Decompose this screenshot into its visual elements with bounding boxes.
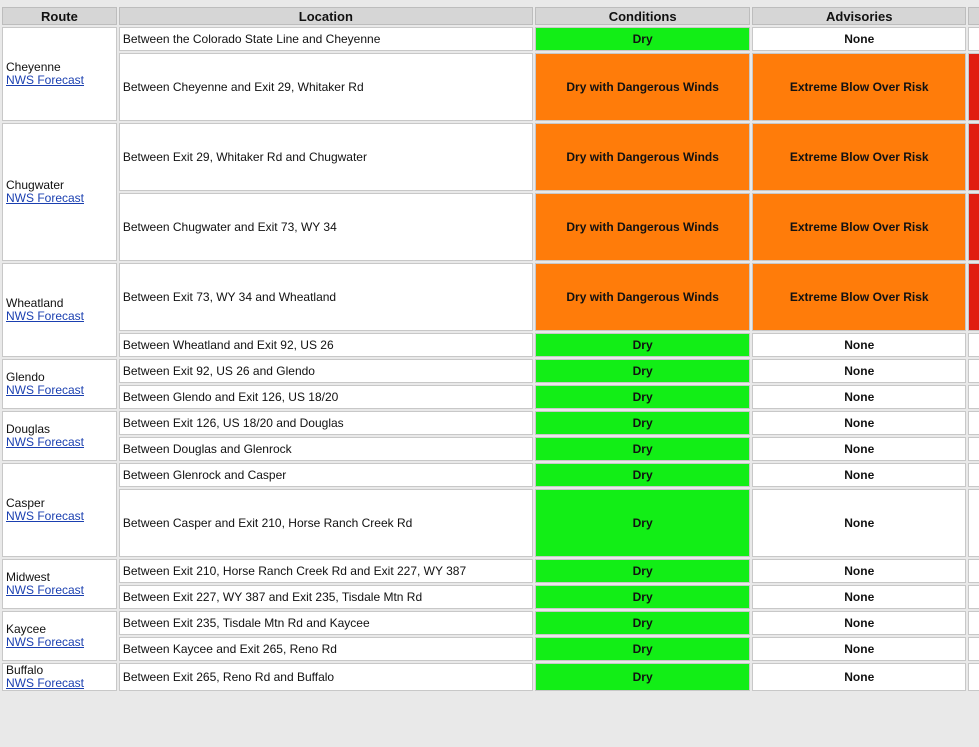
route-name: Wheatland (6, 296, 64, 310)
advisories-cell: None (752, 637, 966, 661)
table-row (2, 53, 979, 121)
location-cell: Between Cheyenne and Exit 29, Whitaker Rd (119, 53, 533, 121)
table-row (2, 385, 979, 409)
route-cell (2, 263, 117, 357)
road-conditions-table (0, 5, 979, 693)
route-cell (2, 411, 117, 461)
route-name: Kaycee (6, 622, 47, 636)
advisories-column-header[interactable]: Advisories (752, 7, 966, 25)
extra-status-cell (968, 27, 979, 51)
advisories-cell: None (752, 489, 966, 557)
extra-status-cell (968, 437, 979, 461)
table-row (2, 559, 979, 583)
location-cell: Between Glendo and Exit 126, US 18/20 (119, 385, 533, 409)
table-row (2, 27, 979, 51)
extra-status-cell (968, 585, 979, 609)
route-name: Cheyenne (6, 60, 61, 74)
conditions-cell: Dry (535, 333, 751, 357)
advisories-cell: Extreme Blow Over Risk (752, 123, 966, 191)
location-cell: Between Exit 126, US 18/20 and Douglas (119, 411, 533, 435)
nws-forecast-link[interactable]: NWS Forecast (6, 73, 85, 87)
conditions-cell: Dry (535, 437, 751, 461)
conditions-cell: Dry (535, 411, 751, 435)
conditions-cell: Dry (535, 463, 751, 487)
location-cell: Between Wheatland and Exit 92, US 26 (119, 333, 533, 357)
location-cell: Between Glenrock and Casper (119, 463, 533, 487)
nws-forecast-link[interactable]: NWS Forecast (6, 191, 85, 205)
route-name: Buffalo (6, 663, 44, 677)
location-cell: Between Chugwater and Exit 73, WY 34 (119, 193, 533, 261)
route-cell (2, 27, 117, 121)
location-cell: Between Exit 210, Horse Ranch Creek Rd and Exit 227, WY 387 (119, 559, 533, 583)
route-name: Midwest (6, 570, 51, 584)
advisories-cell: None (752, 359, 966, 383)
route-cell (2, 463, 117, 557)
advisories-cell: None (752, 663, 966, 691)
conditions-cell: Dry (535, 663, 751, 691)
table-row (2, 359, 979, 383)
table-row (2, 411, 979, 435)
extra-status-cell (968, 411, 979, 435)
conditions-cell: Dry (535, 585, 751, 609)
conditions-cell: Dry with Dangerous Winds (535, 53, 751, 121)
nws-forecast-link[interactable]: NWS Forecast (6, 509, 85, 523)
route-name: Casper (6, 496, 45, 510)
extra-column-header (968, 7, 979, 25)
table-row (2, 663, 979, 691)
location-cell: Between Exit 265, Reno Rd and Buffalo (119, 663, 533, 691)
table-row (2, 193, 979, 261)
route-cell (2, 611, 117, 661)
location-cell: Between Exit 73, WY 34 and Wheatland (119, 263, 533, 331)
extra-status-cell (968, 333, 979, 357)
extra-status-cell (968, 663, 979, 691)
location-cell: Between the Colorado State Line and Cheyenne (119, 27, 533, 51)
extra-status-cell (968, 263, 979, 331)
advisories-cell: None (752, 385, 966, 409)
advisories-cell: None (752, 27, 966, 51)
route-cell (2, 559, 117, 609)
advisories-cell: None (752, 411, 966, 435)
table-row (2, 637, 979, 661)
route-cell (2, 123, 117, 261)
nws-forecast-link[interactable]: NWS Forecast (6, 309, 85, 323)
location-cell: Between Casper and Exit 210, Horse Ranch Creek Rd (119, 489, 533, 557)
route-cell (2, 359, 117, 409)
extra-status-cell (968, 123, 979, 191)
table-row (2, 585, 979, 609)
table-row (2, 123, 979, 191)
nws-forecast-link[interactable]: NWS Forecast (6, 635, 85, 649)
extra-status-cell (968, 559, 979, 583)
location-column-header[interactable]: Location (119, 7, 533, 25)
table-header-row (2, 7, 979, 25)
extra-status-cell (968, 637, 979, 661)
table-row (2, 611, 979, 635)
advisories-cell: None (752, 463, 966, 487)
nws-forecast-link[interactable]: NWS Forecast (6, 435, 85, 449)
advisories-cell: Extreme Blow Over Risk (752, 53, 966, 121)
advisories-cell: None (752, 585, 966, 609)
extra-status-cell (968, 53, 979, 121)
location-cell: Between Douglas and Glenrock (119, 437, 533, 461)
route-name: Glendo (6, 370, 45, 384)
advisories-cell: None (752, 559, 966, 583)
nws-forecast-link[interactable]: NWS Forecast (6, 583, 85, 597)
conditions-cell: Dry (535, 359, 751, 383)
location-cell: Between Exit 29, Whitaker Rd and Chugwater (119, 123, 533, 191)
advisories-cell: None (752, 611, 966, 635)
conditions-cell: Dry with Dangerous Winds (535, 263, 751, 331)
conditions-cell: Dry (535, 611, 751, 635)
location-cell: Between Exit 227, WY 387 and Exit 235, Tisdale Mtn Rd (119, 585, 533, 609)
road-conditions-panel (0, 5, 979, 693)
nws-forecast-link[interactable]: NWS Forecast (6, 676, 85, 690)
table-body (2, 27, 979, 691)
extra-status-cell (968, 385, 979, 409)
route-name: Chugwater (6, 178, 65, 192)
advisories-cell: None (752, 333, 966, 357)
advisories-cell: Extreme Blow Over Risk (752, 193, 966, 261)
advisories-cell: Extreme Blow Over Risk (752, 263, 966, 331)
location-cell: Between Kaycee and Exit 265, Reno Rd (119, 637, 533, 661)
conditions-cell: Dry (535, 637, 751, 661)
table-row (2, 437, 979, 461)
conditions-cell: Dry with Dangerous Winds (535, 123, 751, 191)
route-name: Douglas (6, 422, 51, 436)
conditions-cell: Dry (535, 559, 751, 583)
nws-forecast-link[interactable]: NWS Forecast (6, 383, 85, 397)
route-column-header[interactable]: Route (2, 7, 117, 25)
table-row (2, 333, 979, 357)
extra-status-cell (968, 359, 979, 383)
extra-status-cell (968, 489, 979, 557)
advisories-cell: None (752, 437, 966, 461)
extra-status-cell (968, 611, 979, 635)
location-cell: Between Exit 92, US 26 and Glendo (119, 359, 533, 383)
extra-status-cell (968, 463, 979, 487)
location-cell: Between Exit 235, Tisdale Mtn Rd and Kaycee (119, 611, 533, 635)
route-cell (2, 663, 117, 691)
table-row (2, 263, 979, 331)
extra-status-cell (968, 193, 979, 261)
conditions-cell: Dry (535, 385, 751, 409)
conditions-cell: Dry with Dangerous Winds (535, 193, 751, 261)
conditions-column-header[interactable]: Conditions (535, 7, 751, 25)
conditions-cell: Dry (535, 489, 751, 557)
conditions-cell: Dry (535, 27, 751, 51)
table-row (2, 489, 979, 557)
table-row (2, 463, 979, 487)
